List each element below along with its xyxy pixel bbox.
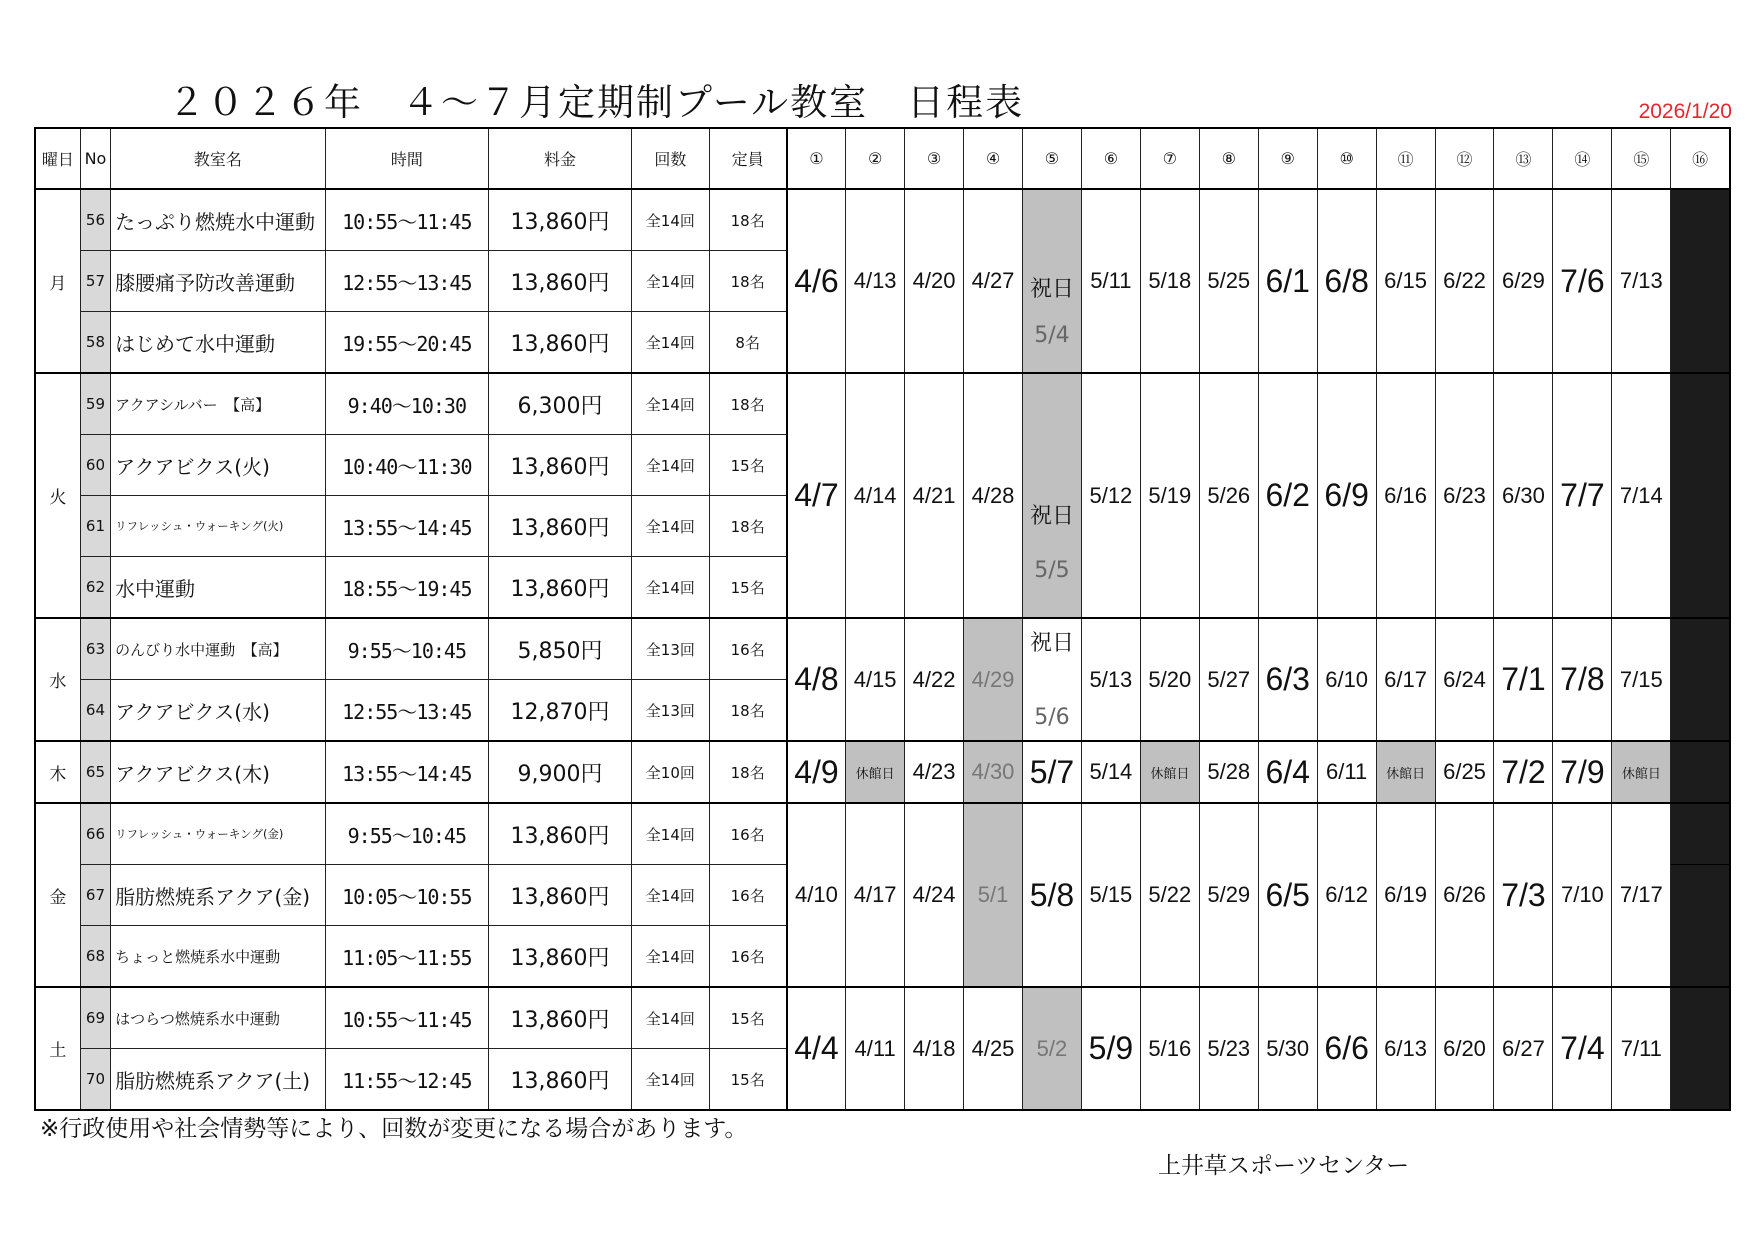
session-date: 5/8 xyxy=(1022,803,1081,987)
day-label-tue: 火 xyxy=(35,373,80,618)
session-date: 6/29 xyxy=(1494,189,1553,373)
unused-session xyxy=(1671,189,1730,373)
header-session-4: ④ xyxy=(964,128,1023,189)
class-time: 13:55～14:45 xyxy=(325,741,488,803)
session-date: 5/7 xyxy=(1022,741,1081,803)
class-name: 水中運動 xyxy=(111,557,326,619)
table-row xyxy=(35,987,1730,1049)
header-session-8: ⑧ xyxy=(1199,128,1258,189)
header-session-12: ⑫ xyxy=(1435,128,1494,189)
class-count: 全14回 xyxy=(632,865,710,926)
session-date: 6/5 xyxy=(1258,803,1317,987)
session-date: 4/21 xyxy=(905,373,964,618)
class-name: 脂肪燃焼系アクア(土) xyxy=(111,1049,326,1111)
session-date: 4/18 xyxy=(905,987,964,1110)
class-fee: 6,300円 xyxy=(488,373,631,435)
day-label-wed: 水 xyxy=(35,618,80,741)
class-count: 全14回 xyxy=(632,803,710,865)
session-date: 5/11 xyxy=(1081,189,1140,373)
session-date: 4/15 xyxy=(846,618,905,741)
session-date: 7/4 xyxy=(1553,987,1612,1110)
session-date: 6/1 xyxy=(1258,189,1317,373)
session-date: 4/20 xyxy=(905,189,964,373)
class-no: 67 xyxy=(80,865,110,926)
header-session-13: ⑬ xyxy=(1494,128,1553,189)
class-time: 10:55～11:45 xyxy=(325,987,488,1049)
header-session-3: ③ xyxy=(905,128,964,189)
holiday-cell xyxy=(1022,618,1081,741)
session-date: 6/23 xyxy=(1435,373,1494,618)
page-title: ２０２６年 ４～７月定期制プール教室 日程表 xyxy=(168,81,1025,124)
class-count: 全14回 xyxy=(632,557,710,619)
session-date: 7/7 xyxy=(1553,373,1612,618)
class-time: 11:05～11:55 xyxy=(325,926,488,988)
class-name: リフレッシュ・ウォーキング(金) xyxy=(111,803,326,865)
table-row xyxy=(35,189,1730,251)
session-date: 4/17 xyxy=(846,803,905,987)
session-date: 6/15 xyxy=(1376,189,1435,373)
session-date: 7/17 xyxy=(1612,803,1671,987)
session-date: 7/11 xyxy=(1612,987,1671,1110)
holiday-date: 5/4 xyxy=(1034,323,1070,348)
session-date: 4/9 xyxy=(787,741,846,803)
session-date: 6/8 xyxy=(1317,189,1376,373)
session-date: 6/4 xyxy=(1258,741,1317,803)
unused-session xyxy=(1671,803,1730,865)
session-date: 5/13 xyxy=(1081,618,1140,741)
session-date: 4/4 xyxy=(787,987,846,1110)
session-date: 5/23 xyxy=(1199,987,1258,1110)
table-row xyxy=(35,373,1730,435)
class-time: 18:55～19:45 xyxy=(325,557,488,619)
header-session-10: ⑩ xyxy=(1317,128,1376,189)
header-session-11: ⑪ xyxy=(1376,128,1435,189)
class-no: 64 xyxy=(80,680,110,742)
class-no: 70 xyxy=(80,1049,110,1111)
session-date: 5/25 xyxy=(1199,189,1258,373)
class-fee: 13,860円 xyxy=(488,312,631,374)
header-session-7: ⑦ xyxy=(1140,128,1199,189)
session-date: 7/2 xyxy=(1494,741,1553,803)
session-date: 5/9 xyxy=(1081,987,1140,1110)
session-date: 4/28 xyxy=(964,373,1023,618)
class-count: 全14回 xyxy=(632,926,710,988)
class-name: アクアビクス(火) xyxy=(111,435,326,496)
day-label-thu: 木 xyxy=(35,741,80,803)
class-count: 全14回 xyxy=(632,496,710,557)
table-row xyxy=(35,741,1730,803)
class-count: 全14回 xyxy=(632,987,710,1049)
class-fee: 13,860円 xyxy=(488,803,631,865)
header-session-6: ⑥ xyxy=(1081,128,1140,189)
session-date: 7/8 xyxy=(1553,618,1612,741)
class-count: 全14回 xyxy=(632,251,710,312)
class-capacity: 15名 xyxy=(709,1049,787,1111)
class-no: 66 xyxy=(80,803,110,865)
class-capacity: 8名 xyxy=(709,312,787,374)
class-fee: 5,850円 xyxy=(488,618,631,680)
header-session-2: ② xyxy=(846,128,905,189)
header-name: 教室名 xyxy=(111,128,326,189)
class-time: 9:55～10:45 xyxy=(325,803,488,865)
session-date: 4/27 xyxy=(964,189,1023,373)
session-date: 4/24 xyxy=(905,803,964,987)
holiday-cell xyxy=(1022,373,1081,618)
session-date: 5/15 xyxy=(1081,803,1140,987)
schedule-table xyxy=(34,127,1731,1111)
session-date: 4/8 xyxy=(787,618,846,741)
session-date: 6/12 xyxy=(1317,803,1376,987)
session-date: 7/3 xyxy=(1494,803,1553,987)
session-date: 6/20 xyxy=(1435,987,1494,1110)
header-session-9: ⑨ xyxy=(1258,128,1317,189)
revision-date: 2026/1/20 xyxy=(1638,100,1732,123)
organization-name: 上井草スポーツセンター xyxy=(1158,1153,1410,1179)
session-date: 6/2 xyxy=(1258,373,1317,618)
session-date: 5/12 xyxy=(1081,373,1140,618)
class-capacity: 15名 xyxy=(709,557,787,619)
holiday-label: 祝日 xyxy=(1029,276,1074,302)
session-date: 6/11 xyxy=(1317,741,1376,803)
class-no: 65 xyxy=(80,741,110,803)
header-session-5: ⑤ xyxy=(1022,128,1081,189)
class-count: 全14回 xyxy=(632,373,710,435)
unused-session xyxy=(1671,373,1730,618)
class-name: 脂肪燃焼系アクア(金) xyxy=(111,865,326,926)
session-date: 4/6 xyxy=(787,189,846,373)
session-date: 7/9 xyxy=(1553,741,1612,803)
unused-session xyxy=(1671,741,1730,803)
session-date: 4/30 xyxy=(964,741,1023,803)
class-count: 全14回 xyxy=(632,435,710,496)
session-date: 6/24 xyxy=(1435,618,1494,741)
class-capacity: 18名 xyxy=(709,373,787,435)
class-time: 9:40～10:30 xyxy=(325,373,488,435)
table-row xyxy=(35,803,1730,865)
class-capacity: 18名 xyxy=(709,496,787,557)
session-date: 6/19 xyxy=(1376,803,1435,987)
class-time: 10:05～10:55 xyxy=(325,865,488,926)
session-date: 5/28 xyxy=(1199,741,1258,803)
class-count: 全10回 xyxy=(632,741,710,803)
session-date: 5/1 xyxy=(964,803,1023,987)
class-name: のんびり水中運動 【高】 xyxy=(111,618,326,680)
class-fee: 9,900円 xyxy=(488,741,631,803)
class-capacity: 16名 xyxy=(709,865,787,926)
session-date: 7/15 xyxy=(1612,618,1671,741)
header-fee: 料金 xyxy=(488,128,631,189)
session-date: 7/6 xyxy=(1553,189,1612,373)
class-fee: 13,860円 xyxy=(488,189,631,251)
session-date: 5/18 xyxy=(1140,189,1199,373)
class-capacity: 18名 xyxy=(709,189,787,251)
session-date: 6/26 xyxy=(1435,803,1494,987)
class-name: アクアビクス(水) xyxy=(111,680,326,742)
class-name: はじめて水中運動 xyxy=(111,312,326,374)
class-name: 膝腰痛予防改善運動 xyxy=(111,251,326,312)
unused-session xyxy=(1671,618,1730,741)
day-label-mon: 月 xyxy=(35,189,80,373)
session-date: 6/13 xyxy=(1376,987,1435,1110)
class-time: 9:55～10:45 xyxy=(325,618,488,680)
closed-day: 休館日 xyxy=(1612,741,1671,803)
header-row xyxy=(35,128,1730,189)
header-capacity: 定員 xyxy=(709,128,787,189)
class-no: 56 xyxy=(80,189,110,251)
header-session-1: ① xyxy=(787,128,846,189)
class-name: アクアビクス(木) xyxy=(111,741,326,803)
holiday-date: 5/5 xyxy=(1034,557,1070,583)
holiday-cell xyxy=(1022,189,1081,373)
header-no: No xyxy=(80,128,110,189)
day-label-fri: 金 xyxy=(35,803,80,987)
unused-session xyxy=(1671,987,1730,1110)
session-date: 6/16 xyxy=(1376,373,1435,618)
day-label-sat: 土 xyxy=(35,987,80,1110)
table-row xyxy=(35,618,1730,680)
header-session-14: ⑭ xyxy=(1553,128,1612,189)
class-count: 全14回 xyxy=(632,312,710,374)
holiday-label: 祝日 xyxy=(1029,503,1074,529)
closed-day: 休館日 xyxy=(846,741,905,803)
closed-day: 休館日 xyxy=(1376,741,1435,803)
session-date: 4/25 xyxy=(964,987,1023,1110)
class-fee: 13,860円 xyxy=(488,251,631,312)
class-no: 69 xyxy=(80,987,110,1049)
session-date: 4/29 xyxy=(964,618,1023,741)
footnote: ※行政使用や社会情勢等により、回数が変更になる場合があります。 xyxy=(40,1116,748,1142)
session-date: 6/9 xyxy=(1317,373,1376,618)
class-time: 19:55～20:45 xyxy=(325,312,488,374)
session-date: 7/1 xyxy=(1494,618,1553,741)
class-fee: 13,860円 xyxy=(488,987,631,1049)
header-count: 回数 xyxy=(632,128,710,189)
session-date: 4/10 xyxy=(787,803,846,987)
class-no: 57 xyxy=(80,251,110,312)
class-capacity: 16名 xyxy=(709,926,787,988)
session-date: 5/20 xyxy=(1140,618,1199,741)
header-session-15: ⑮ xyxy=(1612,128,1671,189)
class-name: はつらつ燃焼系水中運動 xyxy=(111,987,326,1049)
class-no: 58 xyxy=(80,312,110,374)
class-count: 全14回 xyxy=(632,189,710,251)
session-date: 5/19 xyxy=(1140,373,1199,618)
session-date: 7/10 xyxy=(1553,803,1612,987)
holiday-date: 5/6 xyxy=(1034,704,1070,730)
session-date: 5/26 xyxy=(1199,373,1258,618)
session-date: 6/25 xyxy=(1435,741,1494,803)
session-date: 6/30 xyxy=(1494,373,1553,618)
session-date: 5/30 xyxy=(1258,987,1317,1110)
session-date: 5/14 xyxy=(1081,741,1140,803)
class-time: 11:55～12:45 xyxy=(325,1049,488,1111)
session-date: 6/17 xyxy=(1376,618,1435,741)
header-time: 時間 xyxy=(325,128,488,189)
class-fee: 13,860円 xyxy=(488,557,631,619)
class-fee: 12,870円 xyxy=(488,680,631,742)
class-count: 全13回 xyxy=(632,618,710,680)
class-fee: 13,860円 xyxy=(488,1049,631,1111)
class-no: 61 xyxy=(80,496,110,557)
class-name: たっぷり燃焼水中運動 xyxy=(111,189,326,251)
session-date: 4/11 xyxy=(846,987,905,1110)
class-fee: 13,860円 xyxy=(488,496,631,557)
header-session-16: ⑯ xyxy=(1671,128,1730,189)
session-date: 4/14 xyxy=(846,373,905,618)
header-day: 曜日 xyxy=(35,128,80,189)
session-date: 5/27 xyxy=(1199,618,1258,741)
session-date: 4/23 xyxy=(905,741,964,803)
class-no: 62 xyxy=(80,557,110,619)
class-time: 12:55～13:45 xyxy=(325,251,488,312)
class-time: 13:55～14:45 xyxy=(325,496,488,557)
class-name: アクアシルバー 【高】 xyxy=(111,373,326,435)
session-date: 4/7 xyxy=(787,373,846,618)
class-capacity: 18名 xyxy=(709,251,787,312)
class-no: 63 xyxy=(80,618,110,680)
class-capacity: 18名 xyxy=(709,680,787,742)
session-date: 7/13 xyxy=(1612,189,1671,373)
class-capacity: 18名 xyxy=(709,741,787,803)
session-date: 5/2 xyxy=(1022,987,1081,1110)
closed-day: 休館日 xyxy=(1140,741,1199,803)
class-time: 12:55～13:45 xyxy=(325,680,488,742)
class-no: 68 xyxy=(80,926,110,988)
class-capacity: 16名 xyxy=(709,618,787,680)
class-count: 全13回 xyxy=(632,680,710,742)
session-date: 6/3 xyxy=(1258,618,1317,741)
session-date: 7/14 xyxy=(1612,373,1671,618)
class-name: リフレッシュ・ウォーキング(火) xyxy=(111,496,326,557)
class-no: 59 xyxy=(80,373,110,435)
holiday-label: 祝日 xyxy=(1029,630,1074,656)
session-date: 4/22 xyxy=(905,618,964,741)
session-date: 5/16 xyxy=(1140,987,1199,1110)
unused-session xyxy=(1671,865,1730,988)
class-capacity: 15名 xyxy=(709,435,787,496)
class-name: ちょっと燃焼系水中運動 xyxy=(111,926,326,988)
session-date: 4/13 xyxy=(846,189,905,373)
class-fee: 13,860円 xyxy=(488,926,631,988)
class-capacity: 16名 xyxy=(709,803,787,865)
session-date: 6/6 xyxy=(1317,987,1376,1110)
session-date: 5/29 xyxy=(1199,803,1258,987)
class-count: 全14回 xyxy=(632,1049,710,1111)
session-date: 6/10 xyxy=(1317,618,1376,741)
class-fee: 13,860円 xyxy=(488,435,631,496)
class-capacity: 15名 xyxy=(709,987,787,1049)
class-time: 10:55～11:45 xyxy=(325,189,488,251)
session-date: 6/27 xyxy=(1494,987,1553,1110)
session-date: 6/22 xyxy=(1435,189,1494,373)
class-no: 60 xyxy=(80,435,110,496)
class-fee: 13,860円 xyxy=(488,865,631,926)
class-time: 10:40～11:30 xyxy=(325,435,488,496)
session-date: 5/22 xyxy=(1140,803,1199,987)
